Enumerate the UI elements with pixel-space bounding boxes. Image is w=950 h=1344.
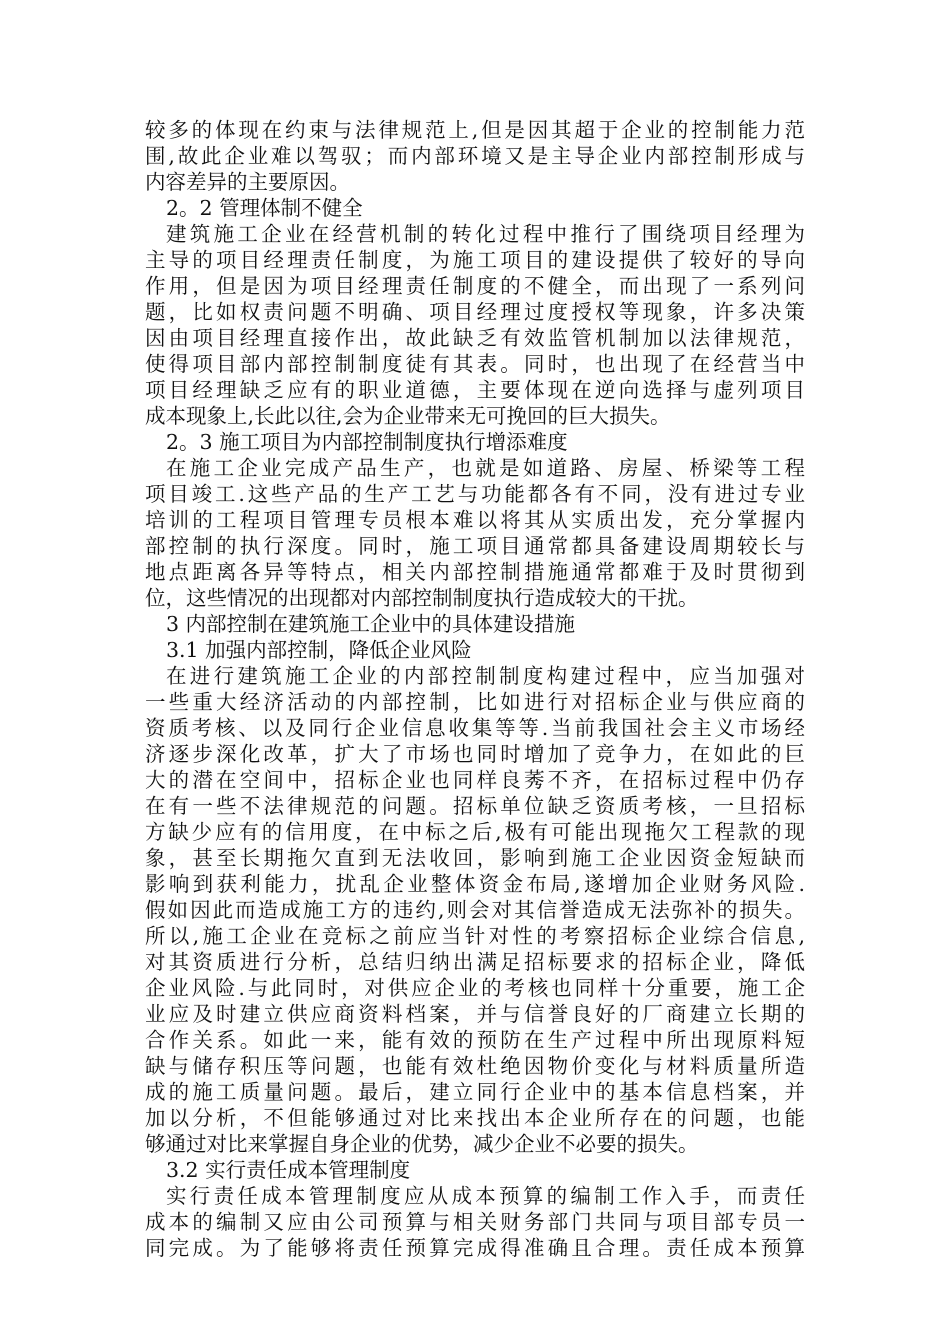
- text-line: 位，这些情况的出现都对内部控制制度执行造成较大的干扰。: [145, 586, 699, 610]
- section-heading: 3 内部控制在建筑施工企业中的具体建设措施: [166, 612, 576, 636]
- text-line: 使得项目部内部控制制度徒有其表。同时，也出现了在经营当中: [145, 352, 805, 376]
- text-line: 项目竣工.这些产品的生产工艺与功能都各有不同，没有进过专业: [145, 482, 805, 506]
- text-line: 题，比如权责问题不明确、项目经理过度授权等现象，许多决策: [145, 300, 805, 324]
- text-line: 缺与储存积压等问题，也能有效杜绝因物价变化与材料质量所造: [145, 1054, 805, 1078]
- section-heading: 3.1 加强内部控制，降低企业风险: [166, 638, 472, 662]
- text-line: 成的施工质量问题。最后，建立同行企业中的基本信息档案，并: [145, 1080, 805, 1104]
- text-line: 在进行建筑施工企业的内部控制制度构建过程中，应当加强对: [166, 664, 805, 688]
- text-line: 一些重大经济活动的内部控制，比如进行对招标企业与供应商的: [145, 690, 805, 714]
- text-line: 培训的工程项目管理专员根本难以将其从实质出发，充分掌握内: [145, 508, 805, 532]
- text-line: 项目经理缺乏应有的职业道德，主要体现在逆向选择与虚列项目: [145, 378, 805, 402]
- text-line: 因由项目经理直接作出，故此缺乏有效监管机制加以法律规范，: [145, 326, 805, 350]
- text-line: 象，甚至长期拖欠直到无法收回，影响到施工企业因资金短缺而: [145, 846, 805, 870]
- text-line: 合作关系。如此一来，能有效的预防在生产过程中所出现原料短: [145, 1028, 805, 1052]
- body-text: [145, 117, 805, 1261]
- section-heading: 2。2 管理体制不健全: [166, 196, 363, 220]
- text-line: 同完成。为了能够将责任预算完成得准确且合理。责任成本预算: [145, 1236, 805, 1260]
- text-line: 方缺少应有的信用度，在中标之后,极有可能出现拖欠工程款的现: [145, 820, 805, 844]
- text-line: 加以分析，不但能够通过对比来找出本企业所存在的问题，也能: [145, 1106, 805, 1130]
- text-line: 业应及时建立供应商资料档案，并与信誉良好的厂商建立长期的: [145, 1002, 805, 1026]
- text-line: 对其资质进行分析，总结归纳出满足招标要求的招标企业，降低: [145, 950, 805, 974]
- text-line: 成本的编制又应由公司预算与相关财务部门共同与项目部专员一: [145, 1210, 805, 1234]
- text-line: 内容差异的主要原因。: [145, 170, 350, 194]
- text-line: 影响到获利能力，扰乱企业整体资金布局,遂增加企业财务风险.: [145, 872, 805, 896]
- section-heading: 2。3 施工项目为内部控制制度执行增添难度: [166, 430, 568, 454]
- text-line: 在施工企业完成产品生产，也就是如道路、房屋、桥梁等工程: [166, 456, 805, 480]
- text-line: 主导的项目经理责任制度，为施工项目的建设提供了较好的导向: [145, 248, 805, 272]
- text-line: 大的潜在空间中，招标企业也同样良莠不齐，在招标过程中仍存: [145, 768, 805, 792]
- text-line: 企业风险.与此同时，对供应企业的考核也同样十分重要，施工企: [145, 976, 805, 1000]
- text-line: 假如因此而造成施工方的违约,则会对其信誉造成无法弥补的损失。: [145, 898, 805, 922]
- text-line: 部控制的执行深度。同时，施工项目通常都具备建设周期较长与: [145, 534, 805, 558]
- text-line: 围,故此企业难以驾驭；而内部环境又是主导企业内部控制形成与: [145, 144, 805, 168]
- section-heading: 3.2 实行责任成本管理制度: [166, 1158, 411, 1182]
- text-line: 建筑施工企业在经营机制的转化过程中推行了围绕项目经理为: [166, 222, 805, 246]
- text-line: 所以,施工企业在竞标之前应当针对性的考察招标企业综合信息,: [145, 924, 805, 948]
- text-line: 够通过对比来掌握自身企业的优势，减少企业不必要的损失。: [145, 1132, 699, 1156]
- text-line: 较多的体现在约束与法律规范上,但是因其超于企业的控制能力范: [145, 118, 805, 142]
- text-line: 资质考核、以及同行企业信息收集等等.当前我国社会主义市场经: [145, 716, 805, 740]
- text-line: 作用，但是因为项目经理责任制度的不健全，而出现了一系列问: [145, 274, 805, 298]
- text-line: 济逐步深化改革，扩大了市场也同时增加了竞争力，在如此的巨: [145, 742, 805, 766]
- text-line: 成本现象上,长此以往,会为企业带来无可挽回的巨大损失。: [145, 404, 671, 428]
- text-line: 实行责任成本管理制度应从成本预算的编制工作入手，而责任: [166, 1184, 805, 1208]
- text-line: 在有一些不法律规范的问题。招标单位缺乏资质考核，一旦招标: [145, 794, 805, 818]
- text-line: 地点距离各异等特点，相关内部控制措施通常都难于及时贯彻到: [145, 560, 805, 584]
